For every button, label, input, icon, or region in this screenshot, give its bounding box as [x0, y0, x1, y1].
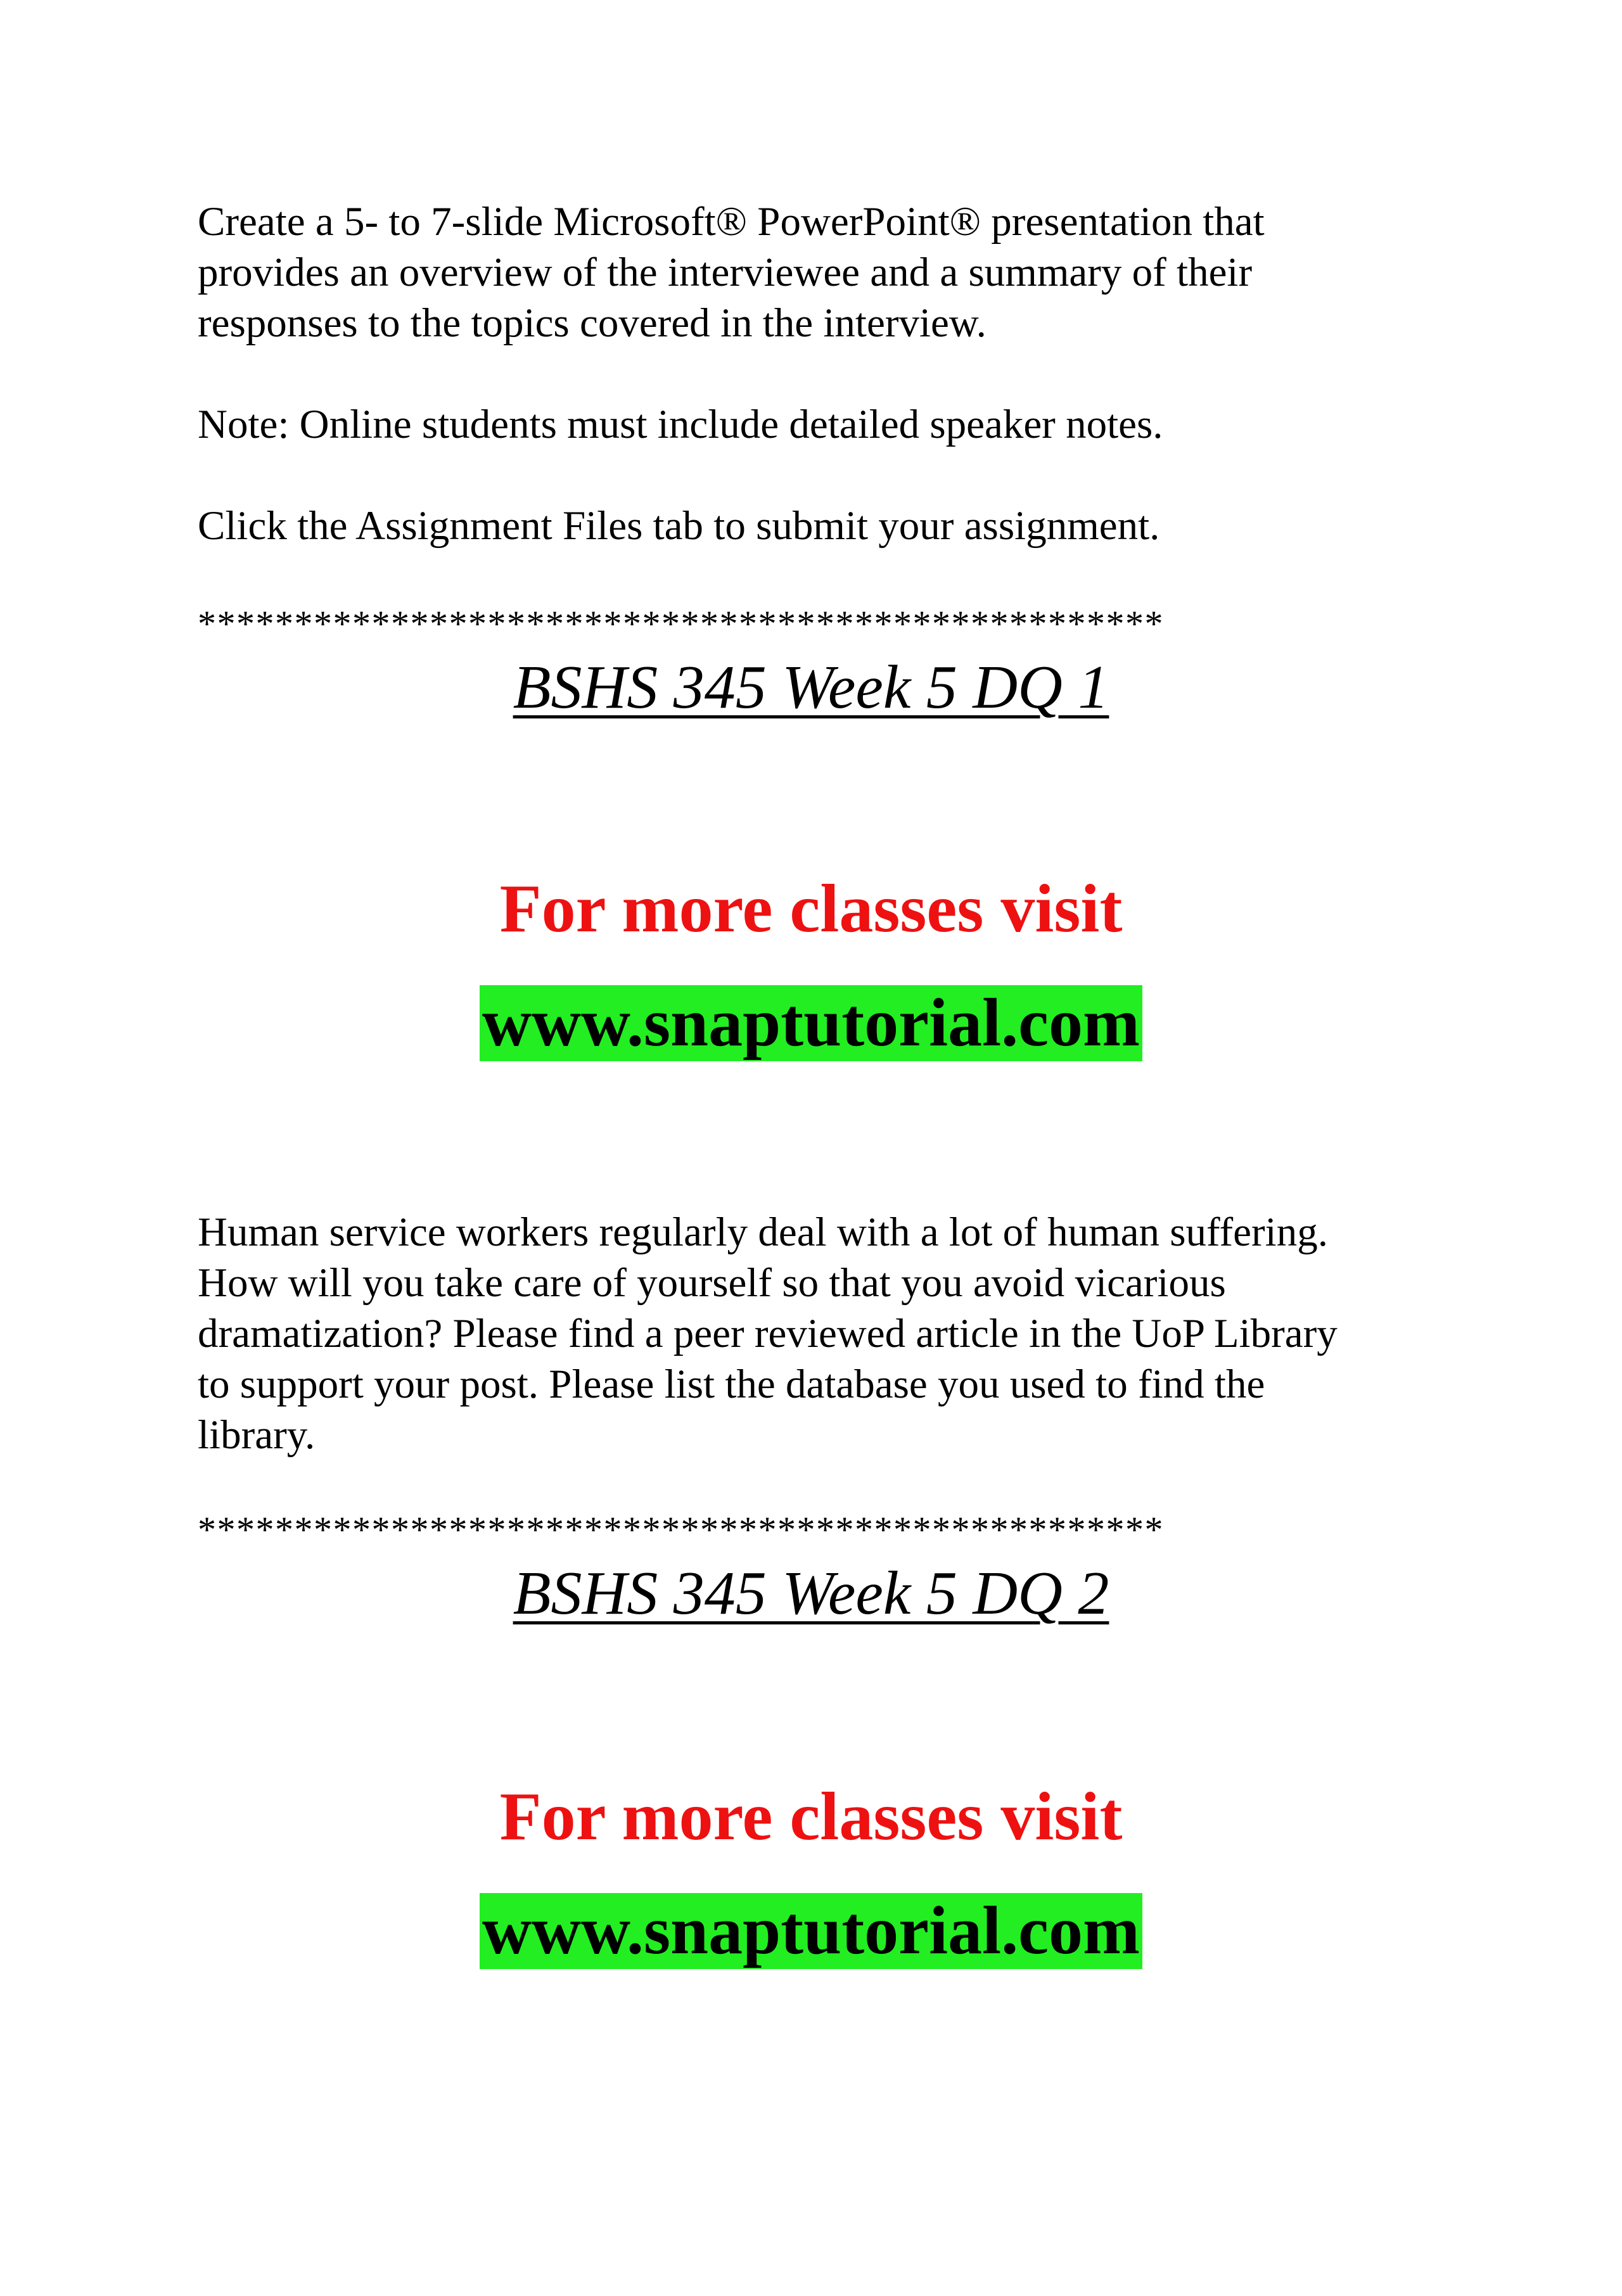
section-heading-text: BSHS 345 Week 5 DQ 2: [513, 1559, 1109, 1628]
promo-link[interactable]: www.snaptutorial.com: [480, 1893, 1142, 1969]
dq1-paragraph: Human service workers regularly deal with a lot of human suffering. How will you take care of yourself so that you avoid vicarious dramatization? Please find a peer reviewed article in the UoP Library to support your post. Please list the database you used to find the library.: [198, 1209, 1338, 1458]
separator-line: **************************************************: [198, 605, 1164, 643]
promo-text: For more classes visit: [499, 871, 1123, 947]
intro-paragraph: Create a 5- to 7-slide Microsoft® PowerPoint® presentation that provides an overview of the interviewee and a summary of their responses to the topics covered in the interview.: [198, 199, 1265, 346]
submit-paragraph: Click the Assignment Files tab to submit your assignment.: [198, 503, 1160, 549]
section-heading: [0, 1559, 1622, 1628]
promo-link[interactable]: www.snaptutorial.com: [480, 985, 1142, 1061]
note-paragraph: Note: Online students must include detailed speaker notes.: [198, 402, 1163, 447]
promo-link-row: [0, 1893, 1622, 1969]
promo-text: For more classes visit: [499, 1779, 1123, 1854]
promo-link-row: [0, 985, 1622, 1061]
section-heading-text: BSHS 345 Week 5 DQ 1: [513, 653, 1109, 722]
separator-line: **************************************************: [198, 1511, 1164, 1549]
section-heading: [0, 653, 1622, 722]
